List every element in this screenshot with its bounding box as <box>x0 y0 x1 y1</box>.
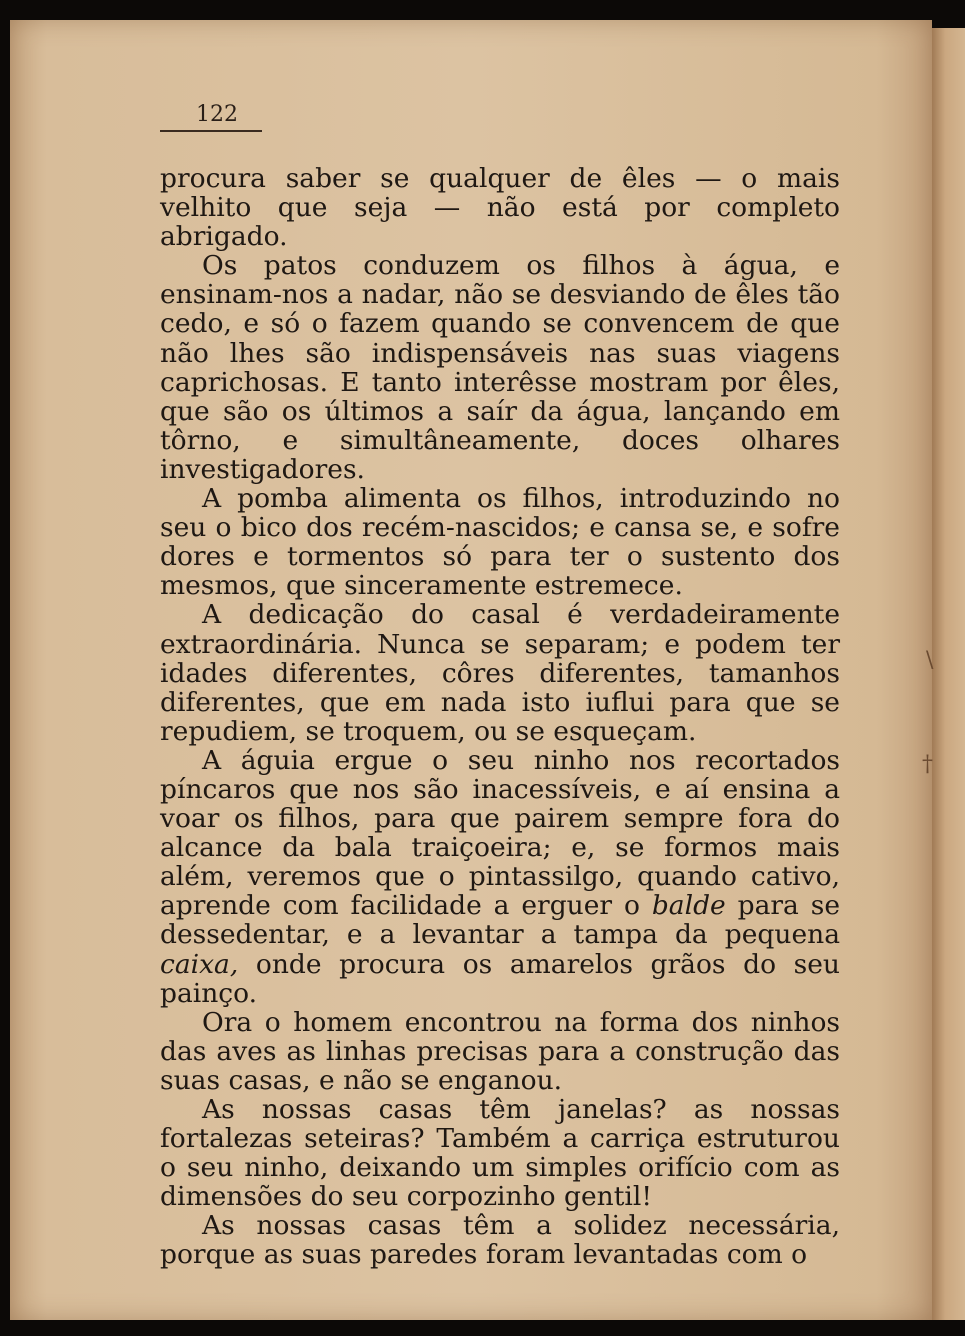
page-number-rule <box>160 130 262 132</box>
margin-mark-top: \ <box>926 648 934 673</box>
italic-word-caixa: caixa, <box>160 948 239 980</box>
paragraph-5-part-1: A águia ergue o seu ninho nos recortados píncaros que nos são inacessíveis, e aí ensina a voar os filhos, para que pairem sempre fora do alcance da bala traiçoeira; e, se formos mais além, veremos que o pintassilgo, quando cativo, aprende com facilidade a erguer o <box>160 744 840 922</box>
paragraph-1: procura saber se qualquer de êles — o mais velhito que seja — não está por completo abrigado. <box>160 163 840 253</box>
paragraph-5 <box>160 746 840 1008</box>
paragraph-4: A dedicação do casal é verdadeiramente extraordinária. Nunca se separam; e podem ter idades diferentes, côres diferentes, tamanhos diferentes, que em nada isto iuflui para que se repudiem, se troquem, ou se esqueçam. <box>160 599 840 747</box>
page-number: 122 <box>196 102 238 127</box>
body-text <box>160 164 840 1270</box>
paragraph-3: A pomba alimenta os filhos, introduzindo no seu o bico dos recém-nascidos; e cansa se, e sofre dores e tormentos só para ter o sustento dos mesmos, que sinceramente estremece. <box>160 483 840 602</box>
paragraph-2: Os patos conduzem os filhos à água, e ensinam-nos a nadar, não se desviando de êles tão cedo, e só o fazem quando se convencem de que não lhes são indispensáveis nas suas viagens caprichosas. E tanto interêsse mostram por êles, que são os últimos a saír da água, lançando em tôrno, e simultâneamente, doces olhares investigadores. <box>160 250 840 485</box>
margin-mark-bottom: † <box>922 752 933 777</box>
paragraph-8: As nossas casas têm a solidez necessária, porque as suas paredes foram levantadas com o <box>160 1210 840 1271</box>
italic-word-balde: balde <box>651 890 726 922</box>
paragraph-5-part-2: para se dessedentar, e a levantar a tampa da pequena <box>160 890 841 951</box>
paragraph-5-part-3: onde procura os amarelos grãos do seu painço. <box>160 948 840 1009</box>
paragraph-6: Ora o homem encontrou na forma dos ninhos das aves as linhas precisas para a construção das suas casas, e não se enganou. <box>160 1006 840 1096</box>
paragraph-7: As nossas casas têm janelas? as nossas fortalezas seteiras? Também a carriça estruturou o seu ninho, deixando um simples orifício com as dimensões do seu corpozinho gentil! <box>160 1094 840 1213</box>
facing-page-edge <box>932 28 965 1320</box>
